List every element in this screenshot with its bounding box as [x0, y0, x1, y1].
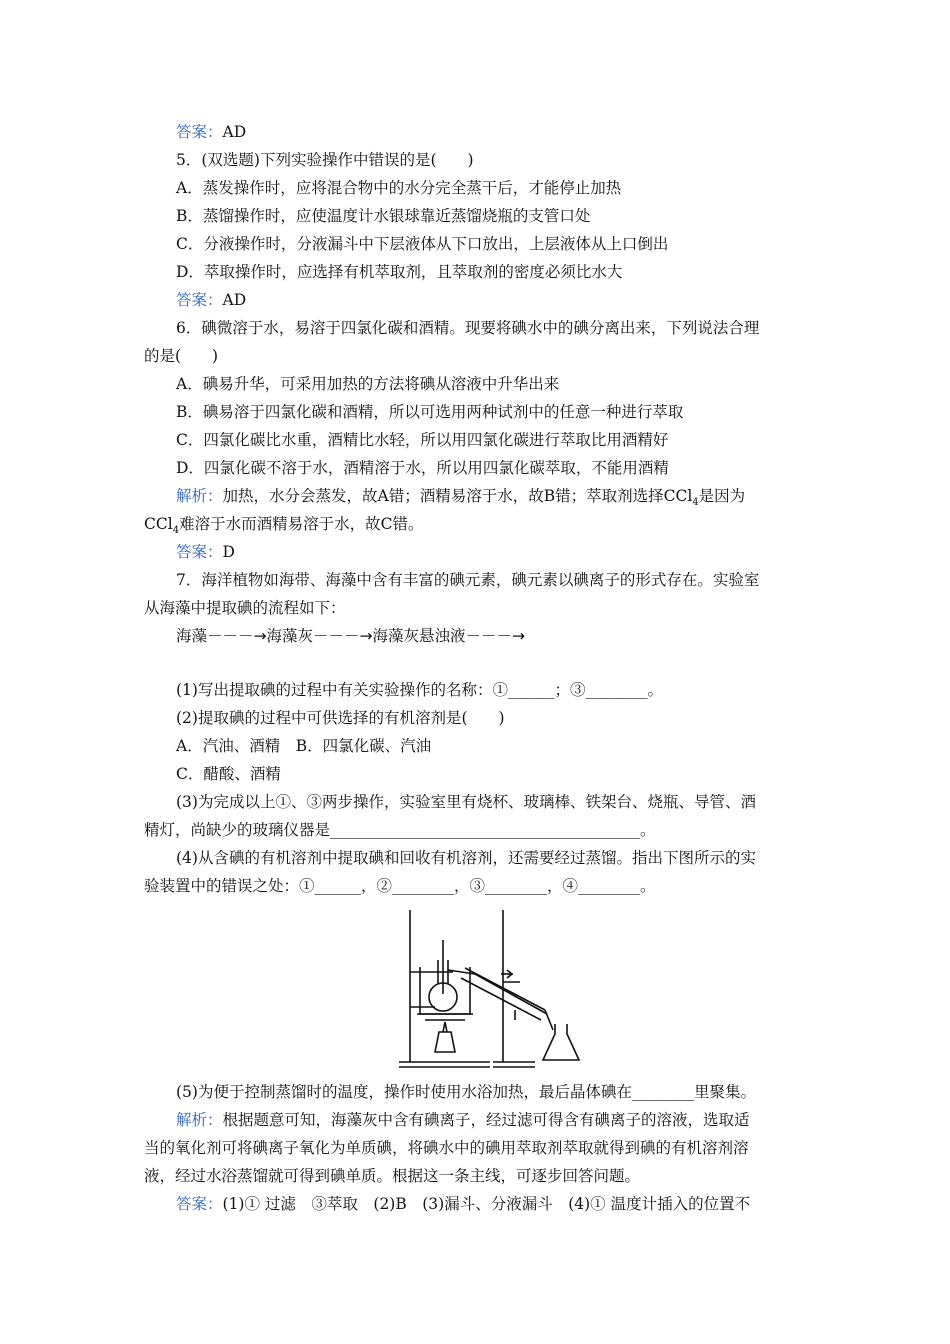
- flow-arrow: －－－→: [465, 627, 526, 645]
- q6-option-c: C．四氯化碳比水重，酒精比水轻，所以用四氯化碳进行萃取比用酒精好: [176, 431, 669, 449]
- condenser: [461, 968, 547, 1020]
- answer-text: (1)① 过滤 ③萃取 (2)B (3)漏斗、分液漏斗 (4)① 温度计插入的位置不: [222, 1195, 751, 1213]
- q7-part2-option-c: C．醋酸、酒精: [176, 765, 281, 783]
- answer-text: D: [222, 543, 235, 561]
- flame: [443, 1022, 447, 1032]
- subscript: 4: [692, 497, 699, 509]
- q5-answer: [176, 290, 246, 310]
- q6-stem-line2: 的是( ): [144, 347, 219, 365]
- answer-label: 答案：: [176, 291, 223, 309]
- q5-option-a: A．蒸发操作时，应将混合物中的水分完全蒸干后，才能停止加热: [176, 179, 622, 197]
- receiving-flask: [543, 1024, 579, 1060]
- answer-text: AD: [222, 291, 247, 309]
- q7-answer: [176, 1194, 750, 1214]
- adapter-tube: [545, 1010, 553, 1030]
- flow-step-ash: 海藻灰: [266, 627, 314, 645]
- flow-arrow: －－－→: [207, 627, 267, 645]
- q7-part1: (1)写出提取碘的过程中有关实验操作的名称：①______；③________。: [176, 681, 663, 699]
- q7-part4-line1: (4)从含碘的有机溶剂中提取碘和回收有机溶剂，还需要经过蒸馏。指出下图所示的实: [176, 849, 756, 867]
- q7-flow: [176, 626, 525, 646]
- q6-option-d: D．四氯化碳不溶于水，酒精溶于水，所以用四氯化碳萃取，不能用酒精: [176, 459, 669, 477]
- left-iron-stand: [399, 910, 490, 1067]
- alcohol-lamp: [435, 1032, 455, 1052]
- q6-stem-line1: 6．碘微溶于水，易溶于四氯化碳和酒精。现要将碘水中的碘分离出来，下列说法合理: [176, 319, 760, 337]
- q7-analysis-line1: [176, 1110, 750, 1130]
- q7-stem-line1: 7．海洋植物如海带、海藻中含有丰富的碘元素，碘元素以碘离子的形式存在。实验室: [176, 571, 760, 589]
- q7-part3-line1: (3)为完成以上①、③两步操作，实验室里有烧杯、玻璃棒、铁架台、烧瓶、导管、酒: [176, 793, 756, 811]
- answer-text: AD: [222, 123, 247, 141]
- answer-label: 答案：: [176, 543, 223, 561]
- q5-option-b: B．蒸馏操作时，应使温度计水银球靠近蒸馏烧瓶的支管口处: [176, 207, 591, 225]
- answer-label: 答案：: [176, 1195, 223, 1213]
- flow-step-seaweed: 海藻: [176, 627, 208, 645]
- q6-option-a: A．碘易升华，可采用加热的方法将碘从溶液中升华出来: [176, 375, 560, 393]
- analysis-text-cont: 是因为: [698, 487, 746, 505]
- q6-answer: [176, 542, 235, 562]
- analysis-label: 解析：: [176, 487, 223, 505]
- formula-ccl: CCl: [144, 515, 173, 533]
- q6-analysis-line2: [144, 514, 423, 541]
- analysis-text: 加热，水分会蒸发，故A错；酒精易溶于水，故B错；萃取剂选择CCl: [222, 487, 693, 505]
- analysis-label: 解析：: [176, 1111, 223, 1129]
- q6-option-b: B．碘易溶于四氯化碳和酒精，所以可选用两种试剂中的任意一种进行萃取: [176, 403, 684, 421]
- q7-part4-line2: 验装置中的错误之处：①______，②________，③________，④________。: [144, 877, 656, 895]
- q7-part2: (2)提取碘的过程中可供选择的有机溶剂是( ): [176, 709, 505, 727]
- q7-part5: (5)为便于控制蒸馏时的温度，操作时使用水浴加热，最后晶体碘在________里聚集。: [176, 1083, 756, 1101]
- q7-part2-options-ab: A．汽油、酒精 B．四氯化碳、汽油: [176, 737, 432, 755]
- q6-analysis-line1: [176, 486, 745, 513]
- answer-label: 答案：: [176, 123, 223, 141]
- q7-analysis-line2: 当的氧化剂可将碘离子氧化为单质碘，将碘水中的碘用萃取剂萃取就得到碘的有机溶剂溶: [144, 1139, 749, 1157]
- q7-stem-line2: 从海藻中提取碘的流程如下：: [144, 599, 346, 617]
- distillation-apparatus-figure: [395, 902, 585, 1072]
- subscript: 4: [172, 525, 180, 537]
- q7-analysis-line3: 液，经过水浴蒸馏就可得到碘单质。根据这一条主线，可逐步回答问题。: [144, 1167, 641, 1185]
- q5-option-d: D．萃取操作时，应选择有机萃取剂，且萃取剂的密度必须比水大: [176, 263, 623, 281]
- analysis-text: 根据题意可知，海藻灰中含有碘离子，经过滤可得含有碘离子的溶液，选取适: [222, 1111, 750, 1129]
- distillation-flask: [429, 960, 475, 1011]
- q7-part3-line2: 精灯，尚缺少的玻璃仪器是________________________________________。: [144, 821, 656, 839]
- right-iron-stand: [493, 910, 535, 1067]
- q5-option-c: C．分液操作时，分液漏斗中下层液体从下口放出，上层液体从上口倒出: [176, 235, 669, 253]
- q4-answer: [176, 122, 246, 142]
- q5-stem: 5．(双选题)下列实验操作中错误的是( ): [176, 151, 474, 169]
- flow-step-suspension: 海藻灰悬浊液: [372, 627, 466, 645]
- analysis-text: 难溶于水而酒精易溶于水，故C错。: [179, 515, 424, 533]
- flow-arrow: －－－→: [313, 627, 373, 645]
